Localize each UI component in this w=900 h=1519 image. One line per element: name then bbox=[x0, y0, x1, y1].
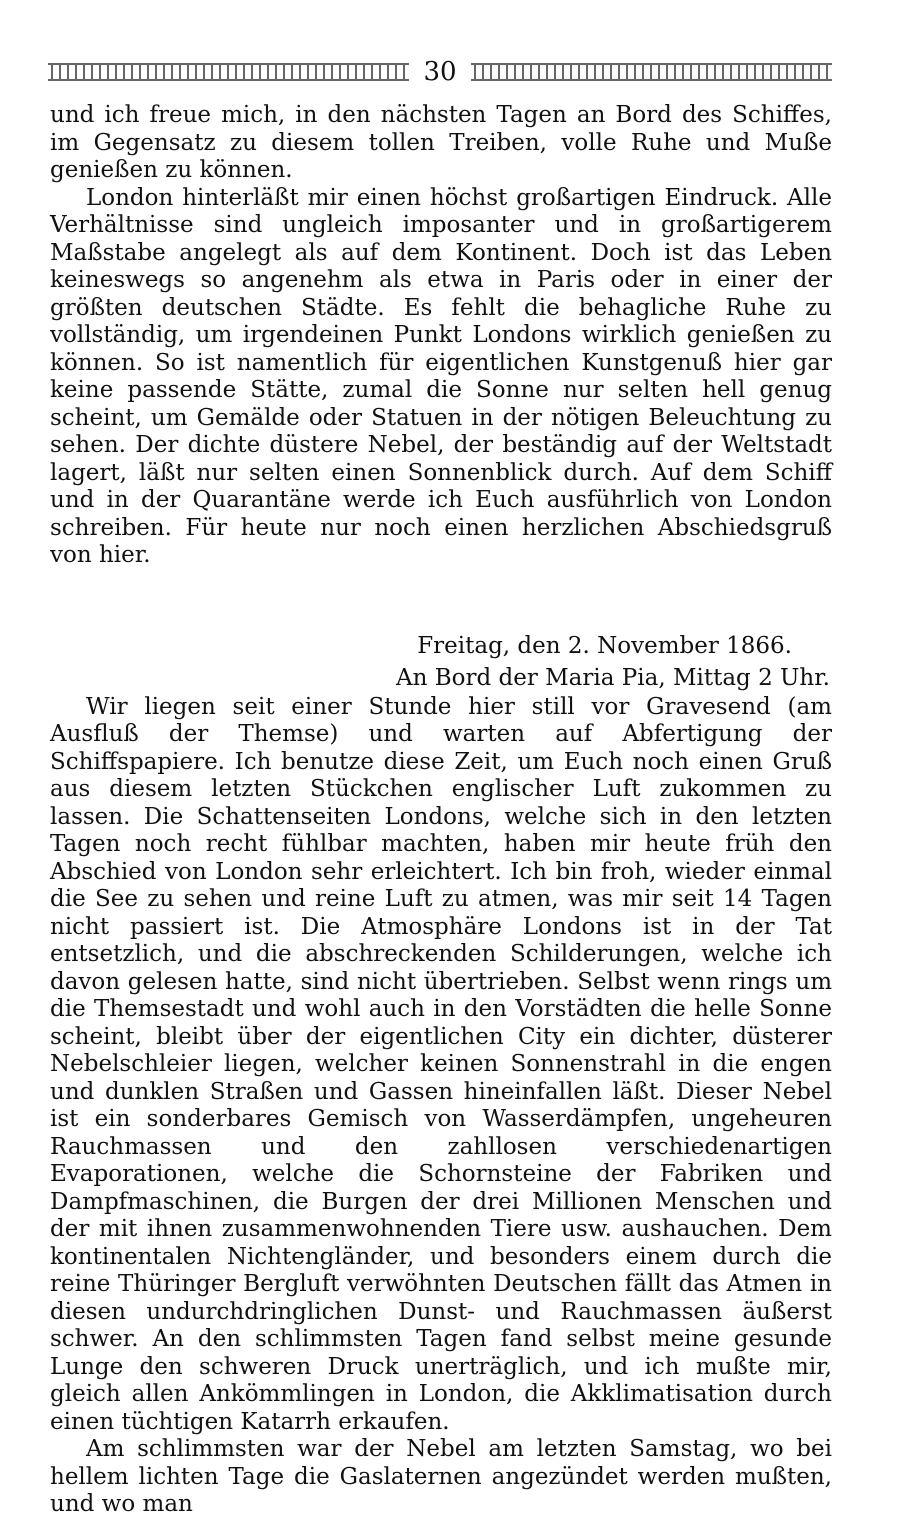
placeline: An Bord der Maria Pia, Mittag 2 Uhr. bbox=[395, 664, 830, 691]
paragraph: Wir liegen seit einer Stunde hier still vor Gravesend (am Ausfluß der Themse) und warten auf Abfertigung der Schiffspapiere. Ich benutze diese Zeit, um Euch noch einen Gruß aus diesem letzten Stückchen englischer Luft zukommen zu lassen. Die Schattenseiten Londons, welche sich in den letzten Tagen noch recht fühlbar machten, haben mir heute früh den Abschied von London sehr erleichtert. Ich bin froh, wieder einmal die See zu sehen und reine Luft zu atmen, was mir seit 14 Tagen nicht passiert ist. Die Atmosphäre Londons ist in der Tat entsetzlich, und die abschreckenden Schilderungen, welche ich davon gelesen hatte, sind nicht übertrieben. Selbst wenn rings um die Themsestadt und wohl auch in den Vorstädten die helle Sonne scheint, bleibt über der eigentlichen City ein dichter, düsterer Nebelschleier liegen, welcher keinen Sonnenstrahl in die engen und dunklen Straßen und Gassen hineinfallen läßt. Dieser Nebel ist ein sonderbares Gemisch von Wasserdämpfen, ungeheuren Rauchmassen und den zahllosen verschiedenartigen Evaporationen, welche die Schornsteine der Fabriken und Dampfmaschinen, die Burgen der drei Millionen Menschen und der mit ihnen zusammenwohnenden Tiere usw. aushauchen. Dem kontinentalen Nichtengländer, und besonders einem durch die reine Thüringer Bergluft verwöhnten Deutschen fällt das Atmen in diesen undurchdringlichen Dunst- und Rauchmassen äußerst schwer. An den schlimmsten Tagen fand selbst meine gesunde Lunge den schweren Druck unerträglich, und ich mußte mir, gleich allen Ankömmlingen in London, die Akklimatisation durch einen tüchtigen Katarrh erkaufen. bbox=[50, 693, 832, 1435]
running-header bbox=[48, 56, 832, 88]
ornament-left bbox=[48, 63, 409, 81]
paragraph: und ich freue mich, in den nächsten Tagen an Bord des Schiffes, im Gegensatz zu diesem tollen Treiben, volle Ruhe und Muße genießen zu können. bbox=[50, 102, 832, 183]
dateline: Freitag, den 2. November 1866. bbox=[417, 632, 792, 659]
ornament-right bbox=[471, 63, 832, 81]
paragraph: London hinterläßt mir einen höchst großartigen Eindruck. Alle Verhältnisse sind ungleich imposanter und in großartigerem Maßstabe angelegt als auf dem Kontinent. Doch ist das Leben keineswegs so angenehm als etwa in Paris oder in einer der größten deutschen Städte. Es fehlt die behagliche Ruhe zu vollständig, um irgendeinen Punkt Londons wirklich genießen zu können. So ist namentlich für eigentlichen Kunstgenuß hier gar keine passende Stätte, zumal die Sonne nur selten hell genug scheint, um Gemälde oder Statuen in der nötigen Beleuchtung zu sehen. Der dichte düstere Nebel, der beständig auf der Weltstadt lagert, läßt nur selten einen Sonnenblick durch. Auf dem Schiff und in der Quarantäne werde ich Euch ausführlich von London schreiben. Für heute nur noch einen herzlichen Abschiedsgruß von hier. bbox=[50, 184, 832, 568]
page-body bbox=[50, 102, 832, 1519]
page-number: 30 bbox=[423, 57, 457, 87]
section-gap bbox=[50, 570, 832, 630]
paragraph: Am schlimmsten war der Nebel am letzten Samstag, wo bei hellem lichten Tage die Gaslaternen angezündet werden mußten, und wo man bbox=[50, 1436, 832, 1517]
